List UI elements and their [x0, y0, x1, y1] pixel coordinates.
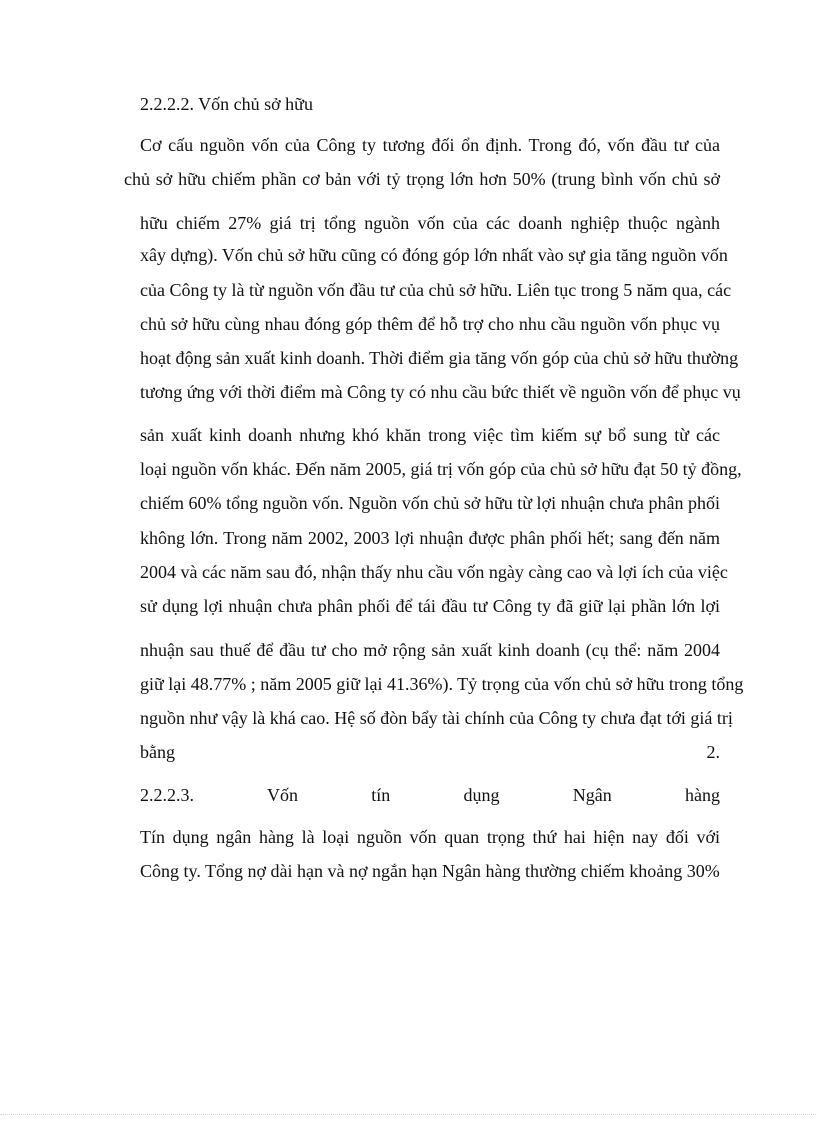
paragraph-line: xây dựng). Vốn chủ sở hữu cũng có đóng góp lớn nhất vào sự gia tăng nguồn vốn — [140, 245, 728, 265]
paragraph-line: chiếm 60% tổng nguồn vốn. Nguồn vốn chủ sở hữu từ lợi nhuận chưa phân phối — [140, 493, 720, 513]
paragraph-line: bằng 2. — [140, 742, 720, 762]
paragraph-line: nhuận sau thuế để đầu tư cho mở rộng sản xuất kinh doanh (cụ thể: năm 2004 — [140, 640, 720, 660]
paragraph-line: sản xuất kinh doanh nhưng khó khăn trong việc tìm kiếm sự bổ sung từ các — [140, 425, 720, 445]
paragraph-line: hữu chiếm 27% giá trị tổng nguồn vốn của các doanh nghiệp thuộc ngành — [140, 213, 720, 233]
section-heading-bank: 2.2.2.3. Vốn tín dụng Ngân hàng — [140, 785, 720, 805]
paragraph-line: hoạt động sản xuất kinh doanh. Thời điểm gia tăng vốn góp của chủ sở hữu thường — [140, 348, 739, 368]
paragraph-line: sử dụng lợi nhuận chưa phân phối để tái đầu tư Công ty đã giữ lại phần lớn lợi — [140, 596, 720, 616]
paragraph-line: không lớn. Trong năm 2002, 2003 lợi nhuận được phân phối hết; sang đến năm — [140, 528, 720, 548]
paragraph-line: Tín dụng ngân hàng là loại nguồn vốn quan trọng thứ hai hiện nay đối với — [140, 827, 720, 847]
paragraph-line: chủ sở hữu chiếm phần cơ bản với tỷ trọng lớn hơn 50% (trung bình vốn chủ sở — [124, 169, 720, 189]
section-heading-equity: 2.2.2.2. Vốn chủ sở hữu — [140, 94, 313, 114]
page-bottom-rule — [0, 1114, 816, 1115]
paragraph-line: Công ty. Tổng nợ dài hạn và nợ ngắn hạn Ngân hàng thường chiếm khoảng 30% — [140, 861, 720, 881]
paragraph-line: 2004 và các năm sau đó, nhận thấy nhu cầu vốn ngày càng cao và lợi ích của việc — [140, 562, 728, 582]
paragraph-line: nguồn như vậy là khá cao. Hệ số đòn bẩy tài chính của Công ty chưa đạt tới giá trị — [140, 708, 733, 728]
paragraph-line: loại nguồn vốn khác. Đến năm 2005, giá trị vốn góp của chủ sở hữu đạt 50 tỷ đồng, — [140, 459, 742, 479]
paragraph-line: giữ lại 48.77% ; năm 2005 giữ lại 41.36%). Tỷ trọng của vốn chủ sở hữu trong tổng — [140, 674, 744, 694]
paragraph-line: chủ sở hữu cùng nhau đóng góp thêm để hỗ trợ cho nhu cầu nguồn vốn phục vụ — [140, 314, 720, 334]
paragraph-line: Cơ cấu nguồn vốn của Công ty tương đối ổn định. Trong đó, vốn đầu tư của — [140, 135, 720, 155]
paragraph-line: của Công ty là từ nguồn vốn đầu tư của chủ sở hữu. Liên tục trong 5 năm qua, các — [140, 280, 732, 300]
paragraph-line: tương ứng với thời điểm mà Công ty có nhu cầu bức thiết về nguồn vốn để phục vụ — [140, 382, 741, 402]
